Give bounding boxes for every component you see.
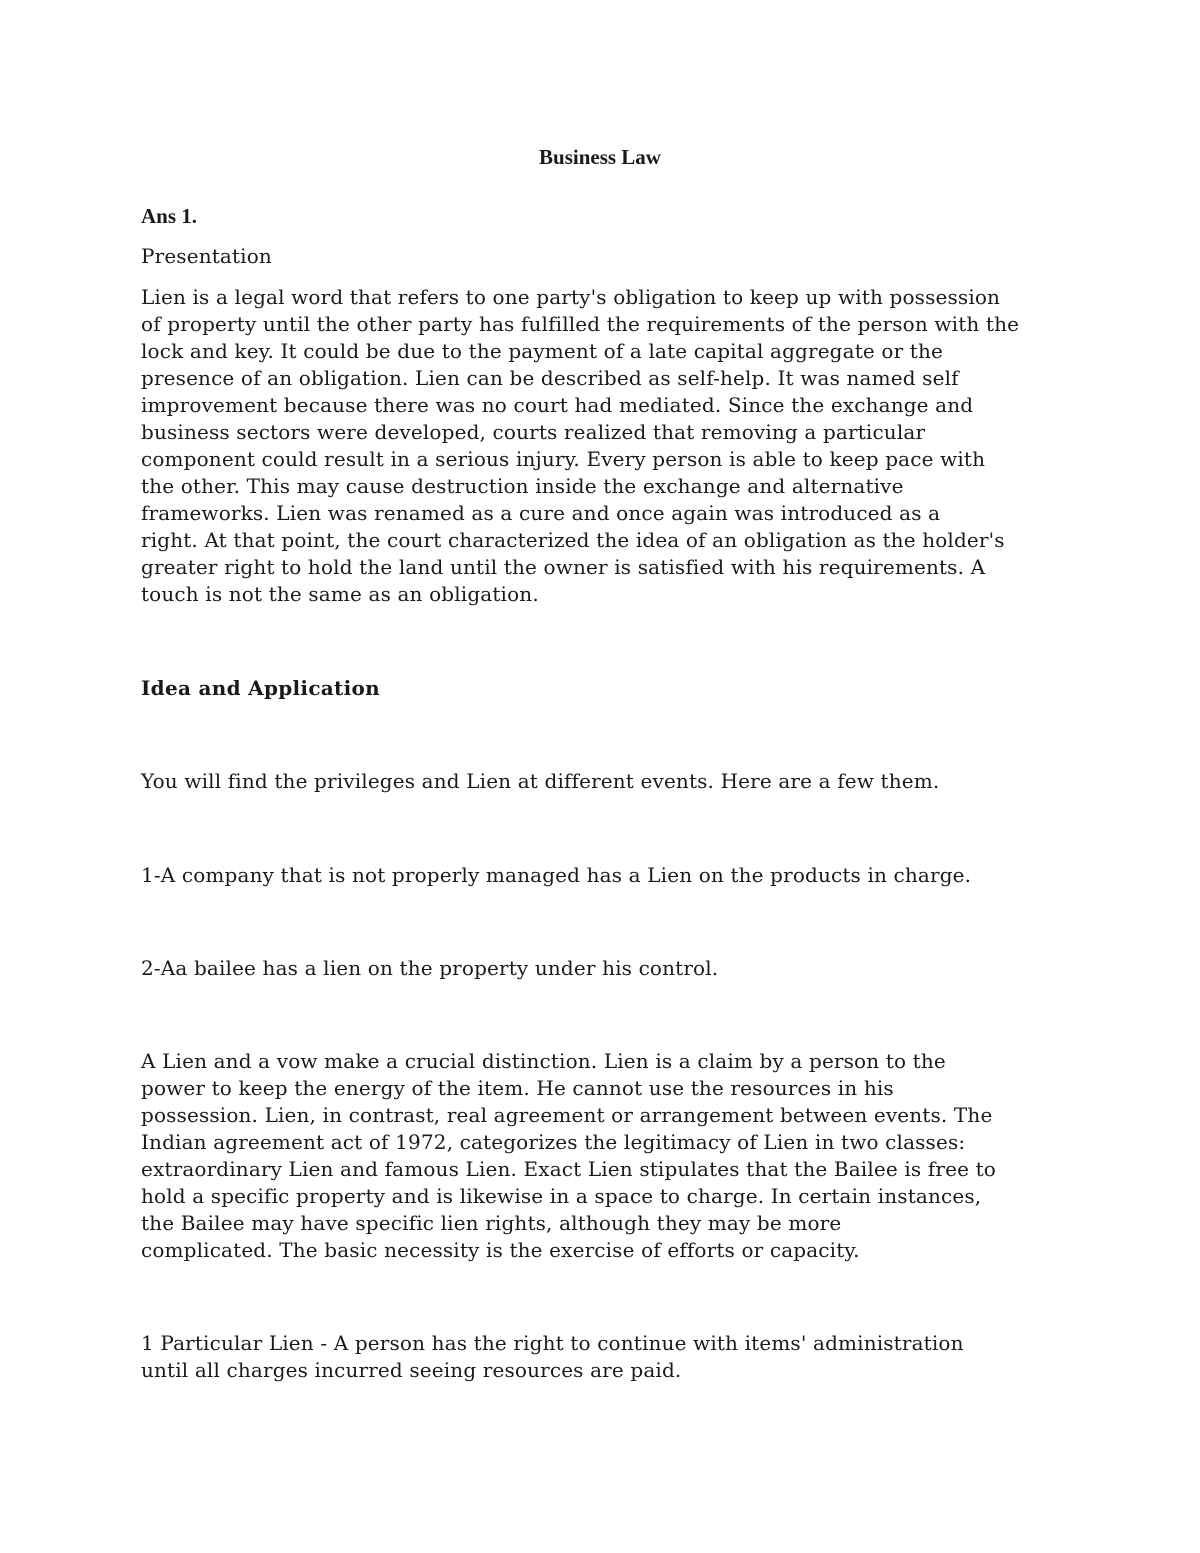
paragraph-line: the Bailee may have specific lien rights, although they may be more (141, 1211, 842, 1235)
paragraph-line: A Lien and a vow make a crucial distinction. Lien is a claim by a person to the (141, 1049, 946, 1073)
events-intro (141, 768, 1071, 795)
paragraph-line: power to keep the energy of the item. He cannot use the resources in his (141, 1076, 894, 1100)
paragraph-line: 1 Particular Lien - A person has the right to continue with items' administration (141, 1331, 964, 1355)
paragraph-line: right. At that point, the court characterized the idea of an obligation as the holder's (141, 528, 1005, 552)
list-item-2 (141, 955, 1071, 982)
paragraph-line: the other. This may cause destruction inside the exchange and alternative (141, 474, 904, 498)
paragraph-line: Indian agreement act of 1972, categorizes the legitimacy of Lien in two classes: (141, 1130, 966, 1154)
paragraph-line: 1-A company that is not properly managed has a Lien on the products in charge. (141, 863, 972, 887)
paragraph-line: of property until the other party has fulfilled the requirements of the person with the (141, 312, 1020, 336)
paragraph-line: frameworks. Lien was renamed as a cure and once again was introduced as a (141, 501, 941, 525)
answer-heading: Ans 1. (141, 204, 198, 228)
paragraph-line: touch is not the same as an obligation. (141, 582, 539, 606)
paragraph-line: extraordinary Lien and famous Lien. Exact Lien stipulates that the Bailee is free to (141, 1157, 996, 1181)
paragraph-line: business sectors were developed, courts realized that removing a particular (141, 420, 926, 444)
section-label-text: Presentation (141, 244, 272, 268)
section-subheading: Idea and Application (141, 676, 380, 700)
paragraph-line: Lien is a legal word that refers to one party's obligation to keep up with possession (141, 285, 1001, 309)
list-item-1 (141, 862, 1071, 889)
paragraph-line: presence of an obligation. Lien can be described as self-help. It was named self (141, 366, 959, 390)
paragraph-line: until all charges incurred seeing resources are paid. (141, 1358, 682, 1382)
paragraph-line: You will find the privileges and Lien at different events. Here are a few them. (141, 769, 940, 793)
paragraph-line: hold a specific property and is likewise in a space to charge. In certain instances, (141, 1184, 982, 1208)
paragraph-line: lock and key. It could be due to the payment of a late capital aggregate or the (141, 339, 944, 363)
section-label (141, 243, 1071, 270)
document-title: Business Law (539, 145, 661, 169)
paragraph-line: 2-Aa bailee has a lien on the property under his control. (141, 956, 719, 980)
particular-lien-paragraph (141, 1330, 1071, 1384)
paragraph-line: improvement because there was no court had mediated. Since the exchange and (141, 393, 974, 417)
intro-paragraph (141, 284, 1071, 608)
paragraph-line: possession. Lien, in contrast, real agreement or arrangement between events. The (141, 1103, 993, 1127)
distinction-paragraph (141, 1048, 1071, 1264)
paragraph-line: component could result in a serious injury. Every person is able to keep pace with (141, 447, 986, 471)
paragraph-line: greater right to hold the land until the owner is satisfied with his requirements. A (141, 555, 986, 579)
paragraph-line: complicated. The basic necessity is the exercise of efforts or capacity. (141, 1238, 860, 1262)
